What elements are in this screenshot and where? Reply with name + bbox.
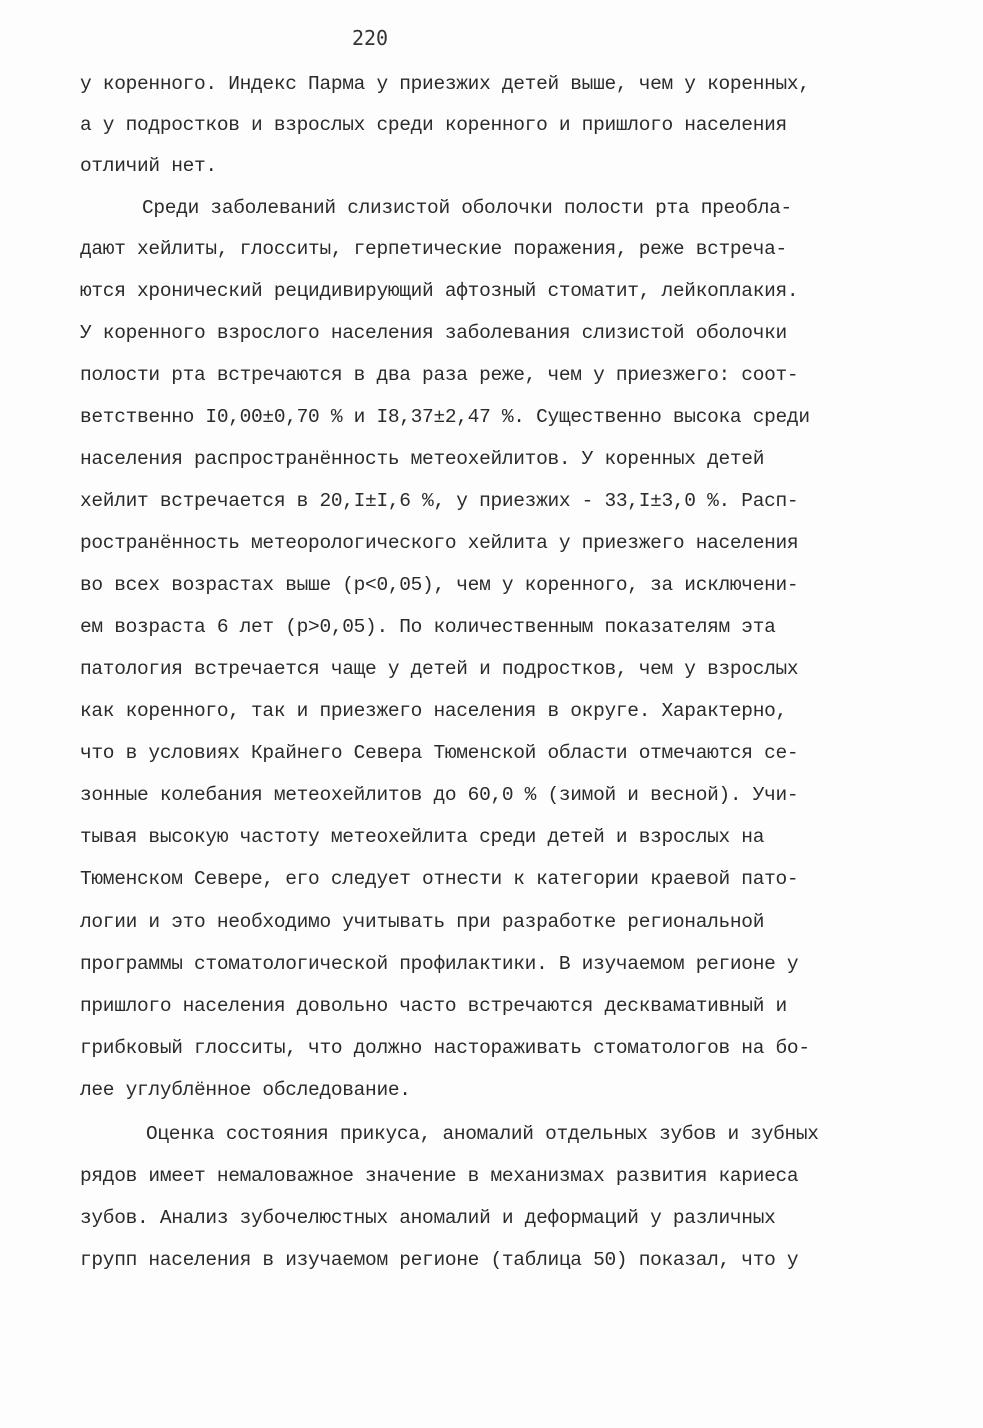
text-line: полости рта встречаются в два раза реже, чем у приезжего: соот- bbox=[80, 364, 799, 386]
text-line: ются хронический рецидивирующий афтозный стоматит, лейкоплакия. bbox=[80, 280, 799, 302]
text-line: хейлит встречается в 20,I±I,6 %, у приезжих - 33,I±3,0 %. Расп- bbox=[80, 490, 799, 512]
text-line: групп населения в изучаемом регионе (таблица 50) показал, что у bbox=[80, 1249, 799, 1271]
text-line: логии и это необходимо учитывать при разработке региональной bbox=[80, 911, 765, 933]
page-number: 220 bbox=[351, 26, 389, 50]
text-line: во всех возрастах выше (p<0,05), чем у коренного, за исключени- bbox=[80, 574, 799, 596]
text-line: У коренного взрослого населения заболевания слизистой оболочки bbox=[80, 322, 787, 344]
text-line: программы стоматологической профилактики. В изучаемом регионе у bbox=[80, 953, 799, 975]
text-line: рядов имеет немаловажное значение в механизмах развития кариеса bbox=[80, 1165, 799, 1187]
text-line: ветственно I0,00±0,70 % и I8,37±2,47 %. Существенно высока среди bbox=[80, 406, 810, 428]
text-line: зонные колебания метеохейлитов до 60,0 % (зимой и весной). Учи- bbox=[80, 784, 799, 806]
text-line: ространённость метеорологического хейлита у приезжего населения bbox=[80, 532, 799, 554]
paragraph-first-line: Оценка состояния прикуса, аномалий отдельных зубов и зубных bbox=[146, 1123, 819, 1145]
text-line: ем возраста 6 лет (p>0,05). По количественным показателям эта bbox=[80, 616, 776, 638]
text-line: зубов. Анализ зубочелюстных аномалий и деформаций у различных bbox=[80, 1207, 776, 1229]
text-line: тывая высокую частоту метеохейлита среди детей и взрослых на bbox=[80, 826, 765, 848]
text-line: а у подростков и взрослых среди коренного и пришлого населения bbox=[80, 114, 787, 136]
text-line: дают хейлиты, глосситы, герпетические поражения, реже встреча- bbox=[80, 238, 787, 260]
text-line: Тюменском Севере, его следует отнести к категории краевой пато- bbox=[80, 868, 799, 890]
text-line: у коренного. Индекс Парма у приезжих детей выше, чем у коренных, bbox=[80, 73, 810, 95]
paragraph-first-line: Среди заболеваний слизистой оболочки полости рта преобла- bbox=[142, 197, 792, 219]
text-line: грибковый глосситы, что должно настораживать стоматологов на бо- bbox=[80, 1037, 810, 1059]
text-line: пришлого населения довольно часто встречаются десквамативный и bbox=[80, 995, 787, 1017]
text-line: лее углублённое обследование. bbox=[80, 1079, 411, 1101]
text-line: населения распространённость метеохейлитов. У коренных детей bbox=[80, 448, 765, 470]
text-line: отличий нет. bbox=[80, 155, 217, 177]
text-line: как коренного, так и приезжего населения в округе. Характерно, bbox=[80, 700, 787, 722]
text-line: что в условиях Крайнего Севера Тюменской области отмечаются се- bbox=[80, 742, 799, 764]
text-line: патология встречается чаще у детей и подростков, чем у взрослых bbox=[80, 658, 799, 680]
